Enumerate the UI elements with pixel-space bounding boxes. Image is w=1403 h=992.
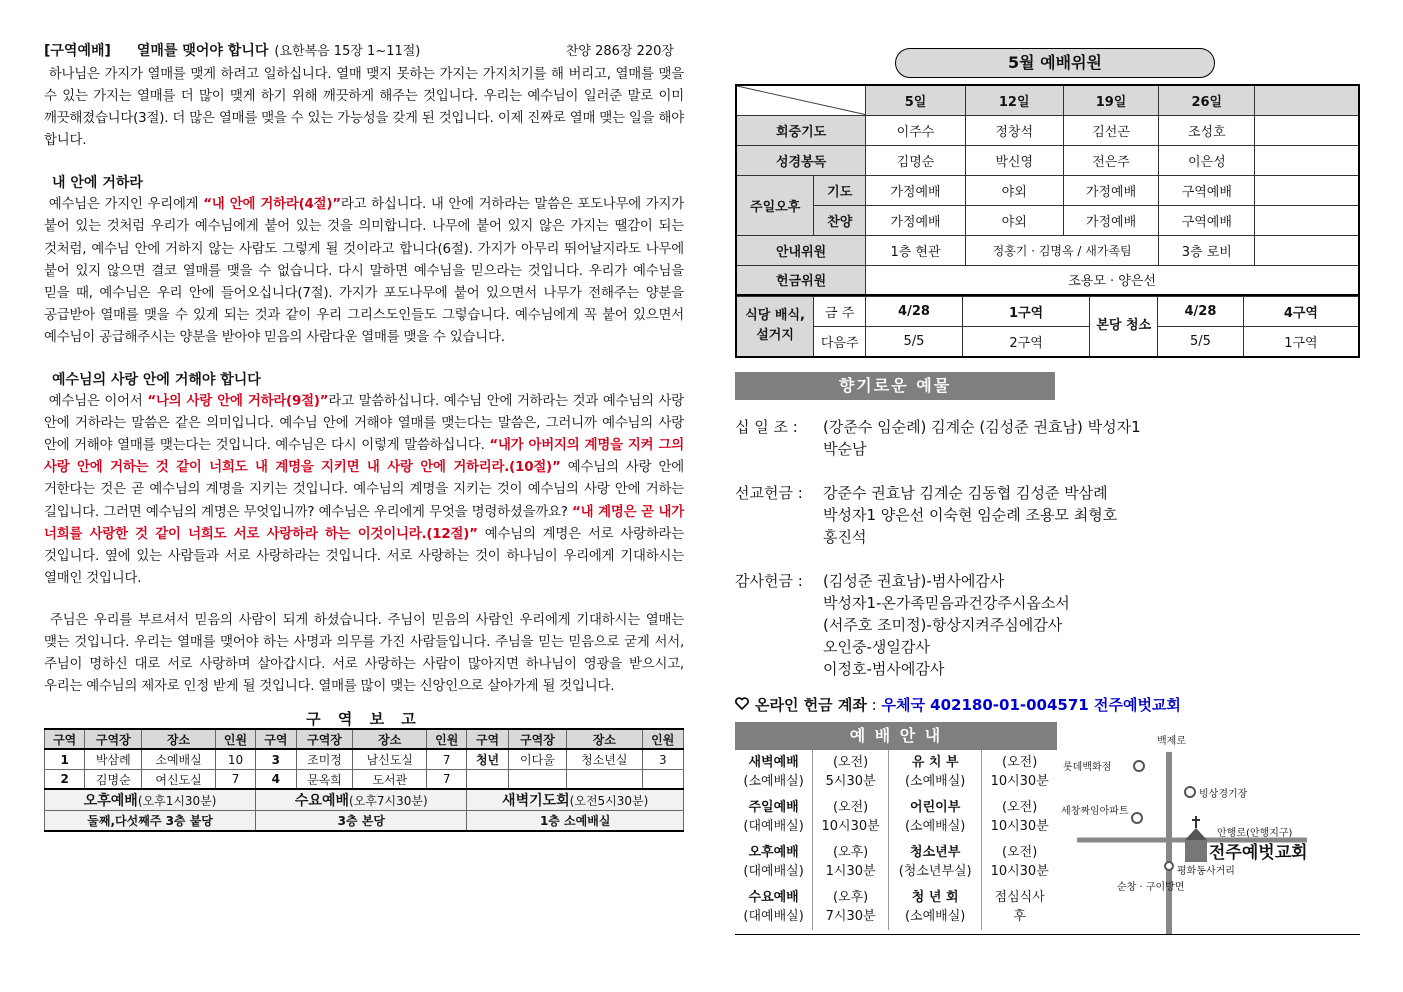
location-map bbox=[1057, 722, 1360, 934]
table-row: 1 박삼례 소예배실 10 3 조미정 남신도실 7 청년 이다울 청소년실 3 bbox=[45, 749, 684, 769]
mission-block: 선교헌금 : 강준수 권효남 김계순 김동협 김성준 박삼례 박성자1 양은선 이숙현 임순례 조용모 최형호 홍진석 bbox=[735, 483, 1118, 546]
worship-guide-title: 예 배 안 내 bbox=[735, 722, 1057, 750]
duty-row-afternoon-praise: 찬양 가정예배 야외 가정예배 구역예배 bbox=[736, 205, 1359, 235]
worship-guide-table bbox=[735, 750, 1057, 930]
right-column bbox=[735, 48, 1360, 935]
table-row: 수요예배 (대예배실) (오후) 7시30분 청 년 회 (소예배실) 점심식사 후 bbox=[735, 885, 1057, 930]
hymn-number: 찬양 286장 220장 bbox=[565, 44, 674, 59]
map-label-rink: 빙상경기장 bbox=[1199, 788, 1248, 800]
table-row: 오후예배 (대예배실) (오후) 1시30분 청소년부 (청소년부실) (오전) 10시30분 bbox=[735, 840, 1057, 885]
map-label-pyeonghwa: 평화동사거리 bbox=[1177, 865, 1235, 877]
quote-verse12: “내 계명은 곧 내가 너희를 사랑한 것 같이 너희도 서로 사랑하라 하는 이것이니라.(12절)” bbox=[44, 504, 684, 542]
bottom-section bbox=[735, 722, 1360, 935]
offerings-list bbox=[735, 416, 1360, 680]
sermon-tag: [구역예배] bbox=[44, 43, 111, 59]
table-row: 새벽예배 (소예배실) (오전) 5시30분 유 치 부 (소예배실) (오전) 10시30분 bbox=[735, 750, 1057, 795]
duty-title: 5월 예배위원 bbox=[895, 48, 1215, 78]
church-icon bbox=[1185, 816, 1207, 862]
map-church-name: 전주예벗교회 bbox=[1209, 842, 1308, 863]
map-label-lotte: 롯데백화점 bbox=[1063, 761, 1112, 773]
section2-body: 예수님은 이어서 “나의 사랑 안에 거하라(9절)”라고 말씀하십니다. 예수님 안에 거하라는 것과 예수님의 사랑 안에 거하라는 말씀은 같은 의미입니다. 예수님 안에 거해야 열매를 맺는다는 말씀은, 그러니까 예수님의 사랑 안에 거해야 열매를 맺는다는 것입니다. 예수님은 다시 이렇게 말씀하십니다. “내가 아버지의 계명을 지켜 그의 사랑 안에 거하는 것 같이 너희도 내 계명을 지키면 내 사랑 안에 거하리라.(10절)” 예수님의 사랑 안에 거한다는 것은 곧 예수님의 계명을 지키는 것입니다. 예수님의 계명을 지키는 것이 예수님의 사랑 안에 거하는 길입니다. 그러면 예수님의 계명은 무엇입니까? 예수님은 우리에게 무엇을 명령하셨을까요? “내 계명은 곧 내가 너희를 사랑한 것 같이 너희도 서로 사랑하라 하는 이것이니라.(12절)” 예수님의 계명은 서로 사랑하라는 것입니다. 옆에 있는 사람들과 서로 사랑하라는 것입니다. 서로 사랑하는 것이 하나님이 우리에게 기대하시는 열매인 것입니다. bbox=[44, 394, 684, 586]
district-report-table bbox=[44, 728, 684, 832]
report-header-row: 구역 구역장 장소 인원 구역 구역장 장소 인원 구역 구역장 장소 인원 bbox=[45, 729, 684, 749]
duty-row-offering: 헌금위원 조용모 · 양은선 bbox=[736, 265, 1359, 295]
left-column bbox=[44, 40, 684, 832]
offerings-title: 향기로운 예물 bbox=[735, 372, 1055, 400]
duty-row-usher: 안내위원 1층 현관 정홍기 · 김명옥 / 새가족팀 3층 로비 bbox=[736, 235, 1359, 265]
duty-header-row: 5일 12일 19일 26일 bbox=[736, 85, 1359, 115]
bank-account: 우체국 402180-01-004571 전주예벗교회 bbox=[881, 695, 1181, 714]
sermon-intro: 하나님은 가지가 열매를 맺게 하려고 일하십니다. 열매 맺지 못하는 가지는 가지치기를 해 버리고, 열매를 맺을 수 있는 가지는 열매를 더 많이 맺게 하기 위해 깨끗하게 해주는 것입니다. 우리는 예수님이 일러준 말로 이미 깨끗해졌습니다(3절). 더 많은 열매를 맺을 수 있는 가능성을 갖게 된 것입니다. 이제 진짜로 열매 맺는 일을 해야 합니다. bbox=[44, 67, 684, 149]
duty-row-afternoon-prayer: 주일오후 기도 가정예배 야외 가정예배 구역예배 bbox=[736, 175, 1359, 205]
heart-icon bbox=[735, 696, 749, 714]
quote-verse9: “나의 사랑 안에 거하라(9절)” bbox=[147, 394, 329, 410]
duty-row-prayer: 회중기도 이주수 정창석 김선곤 조성호 bbox=[736, 115, 1359, 145]
worship-guide bbox=[735, 722, 1057, 934]
table-row: 2 김명순 여신도실 7 4 문옥희 도서관 7 bbox=[45, 769, 684, 789]
sermon-title: 열매를 맺어야 합니다 bbox=[136, 43, 269, 59]
sermon-header bbox=[44, 40, 684, 64]
quote-verse4: “내 안에 거하라(4절)” bbox=[203, 197, 341, 213]
duty-table bbox=[735, 84, 1360, 296]
district-report-title: 구 역 보 고 bbox=[306, 710, 422, 729]
duty-row-bible: 성경봉독 김명순 박신영 전은주 이은성 bbox=[736, 145, 1359, 175]
section1-heading: 내 안에 거하라 bbox=[52, 175, 143, 192]
sermon-reference: (요한복음 15장 1~11절) bbox=[274, 44, 421, 59]
section1-body: 예수님은 가지인 우리에게 “내 안에 거하라(4절)”라고 하십니다. 내 안에 거하라는 말씀은 포도나무에 가지가 붙어 있는 것처럼 우리가 예수님에게 붙어 있는 것을 의미합니다. 나무에 붙어 있지 않은 가지는 땔감이 되는 것처럼, 예수님 안에 거하지 않는 사람도 그렇게 될 것이라고 합니다(6절). 가지가 아무리 뛰어날지라도 나무에 붙어 있지 않으면 결코 열매를 맺을 수 없습니다. 다시 말하면 예수님을 믿으라는 것입니다. 우리가 예수님을 믿을 때, 예수님은 우리 안에 들어오십니다(7절). 가지가 포도나무에 붙어 있으면서 나무가 전해주는 양분을 공급받아 열매를 맺을 수 있게 되는 것과 같이 우리 그리스도인들도 그렇습니다. 예수님에게 꼭 붙어 있으면서 예수님이 공급해주시는 양분을 받아야 믿음의 사람다운 열매를 맺을 수 있습니다. bbox=[44, 197, 684, 345]
online-offering: 온라인 헌금 계좌 : 우체국 402180-01-004571 전주예벗교회 bbox=[735, 694, 1360, 718]
service-places-row: 둘째,다섯째주 3층 붙당 3층 본당 1층 소예배실 bbox=[45, 811, 684, 831]
quote-verse10: “내가 아버지의 계명을 지켜 그의 사랑 안에 거하는 것 같이 너희도 내 계명을 지키면 내 사랑 안에 거하리라.(10절)” bbox=[44, 438, 684, 476]
map-roads bbox=[1057, 722, 1360, 934]
service-times-row: 오후예배(오후1시30분) 수요예배(오후7시30분) 새벽기도회(오전5시30분) bbox=[45, 789, 684, 811]
map-label-inhaeng: 안행로(안행지구) bbox=[1217, 827, 1293, 839]
meal-row-next-week: 다음주 5/5 2구역 5/5 1구역 bbox=[736, 327, 1359, 357]
section2-heading: 예수님의 사랑 안에 거해야 합니다 bbox=[52, 372, 261, 389]
meal-cleaning-table bbox=[735, 296, 1360, 358]
tithe-block: 십 일 조 : (강준수 임순례) 김계순 (김성준 권효남) 박성자1 박순남 bbox=[735, 417, 1141, 458]
map-label-south: 순창 · 구이방면 bbox=[1117, 881, 1185, 893]
diagonal-cell bbox=[736, 85, 866, 115]
table-row: 주일예배 (대예배실) (오전) 10시30분 어린이부 (소예배실) (오전) 10시30분 bbox=[735, 795, 1057, 840]
meal-row-this-week: 식당 배식,설거지 금 주 4/28 1구역 본당 청소 4/28 4구역 bbox=[736, 297, 1359, 327]
sermon-conclusion: 주님은 우리를 부르셔서 믿음의 사람이 되게 하셨습니다. 주님이 믿음의 사람인 우리에게 기대하시는 열매는 맺는 것입니다. 우리는 열매를 맺어야 하는 사명과 의무를 가진 사람들입니다. 주님을 믿는 믿음으로 굳게 서서, 주님이 명하신 대로 서로 사랑하며 살아갑시다. 서로 사랑하는 사람이 많아지면 하나님이 영광을 받으시고, 우리는 예수님의 제자로 인정 받게 될 것입니다. 열매를 많이 맺는 신앙인으로 살아가게 될 것입니다. bbox=[44, 612, 685, 695]
thanks-block: 감사헌금 : (김성준 권효남)-범사에감사 박성자1-온가족믿음과건강주시옵소서 (서주호 조미정)-항상지켜주심에감사 오인중-생일감사 이정호-범사에감사 bbox=[735, 571, 1070, 678]
map-label-apt: 세창짜임아파트 bbox=[1061, 805, 1129, 817]
map-label-north: 백제로 bbox=[1157, 735, 1186, 747]
